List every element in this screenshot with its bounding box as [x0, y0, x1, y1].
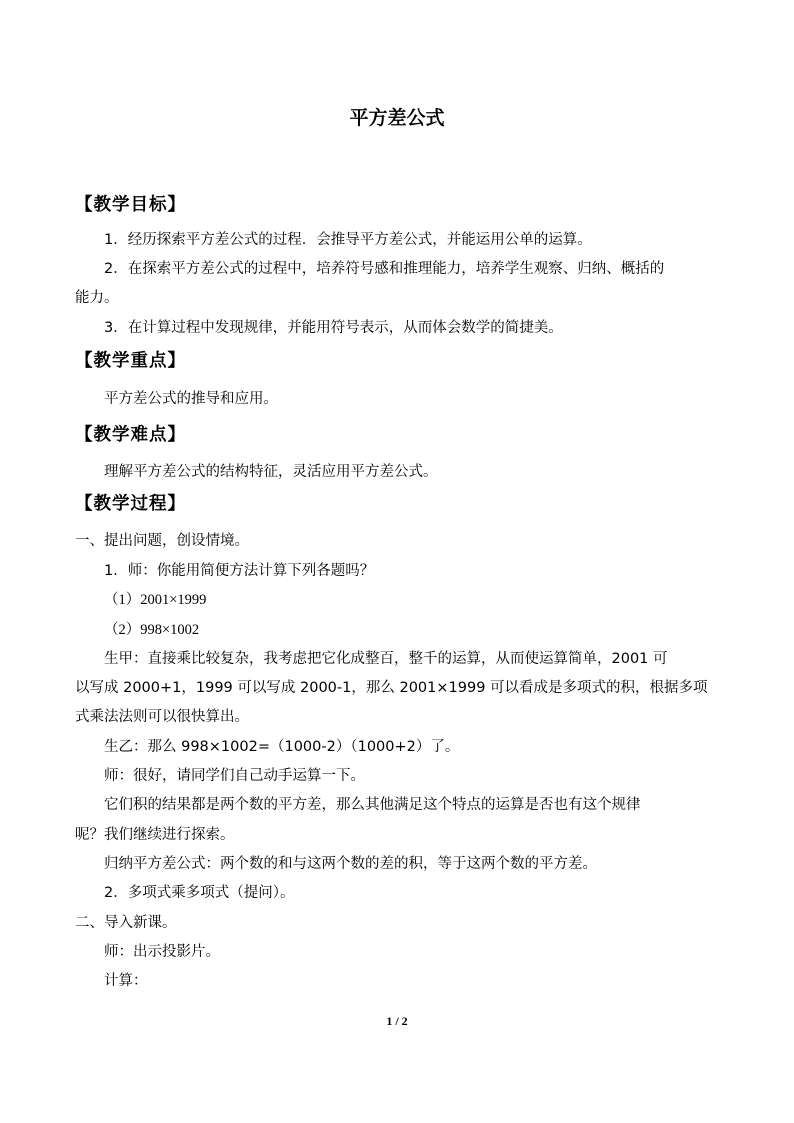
key-point-text: 平方差公式的推导和应用。	[104, 391, 278, 407]
process-line-10: 它们积的结果都是两个数的平方差，那么其他满足这个特点的运算是否也有这个规律	[104, 797, 641, 813]
goal-line-2: 2．在探索平方差公式的过程中，培养符号感和推理能力，培养学生观察、归纳、概括的	[104, 261, 665, 277]
process-line-4: （2）998×1002	[104, 622, 200, 638]
process-line-15: 师：出示投影片。	[104, 944, 220, 960]
goal-line-2-continued: 能力。	[75, 290, 119, 306]
process-line-13: 2．多项式乘多项式（提问）。	[104, 885, 295, 901]
process-line-14: 二、导入新课。	[75, 915, 177, 931]
page-title: 平方差公式	[349, 107, 445, 129]
page-number: 1 / 2	[386, 1014, 408, 1028]
process-line-1: 一、提出问题，创设情境。	[75, 533, 249, 549]
section-heading-difficulty: 【教学难点】	[75, 425, 186, 445]
process-line-7: 式乘法法则可以很快算出。	[75, 709, 249, 725]
process-line-12: 归纳平方差公式：两个数的和与这两个数的差的积，等于这两个数的平方差。	[104, 856, 597, 872]
section-heading-process: 【教学过程】	[75, 494, 186, 514]
goal-line-1: 1．经历探索平方差公式的过程．会推导平方差公式，并能运用公单的运算。	[104, 232, 592, 248]
process-line-8: 生乙：那么 998×1002=（1000-2）（1000+2）了。	[104, 739, 460, 755]
section-heading-key: 【教学重点】	[75, 351, 186, 371]
process-line-9: 师：很好，请同学们自己动手运算一下。	[104, 768, 365, 784]
process-line-5: 生甲：直接乘比较复杂，我考虑把它化成整百，整千的运算，从而使运算简单，2001 可	[104, 651, 668, 667]
process-line-16: 计算：	[104, 973, 148, 989]
process-line-2: 1．师：你能用简便方法计算下列各题吗？	[104, 563, 375, 579]
section-heading-goals: 【教学目标】	[75, 195, 186, 215]
goal-line-3: 3．在计算过程中发现规律，并能用符号表示，从而体会数学的简捷美。	[104, 320, 563, 336]
process-line-6: 以写成 2000+1，1999 可以写成 2000-1，那么 2001×1999 可以看成是多项式的积，根据多项	[75, 680, 708, 696]
difficulty-point-text: 理解平方差公式的结构特征，灵活应用平方差公式。	[104, 464, 438, 480]
process-line-3: （1）2001×1999	[104, 592, 207, 608]
process-line-11: 呢？我们继续进行探索。	[75, 827, 235, 843]
